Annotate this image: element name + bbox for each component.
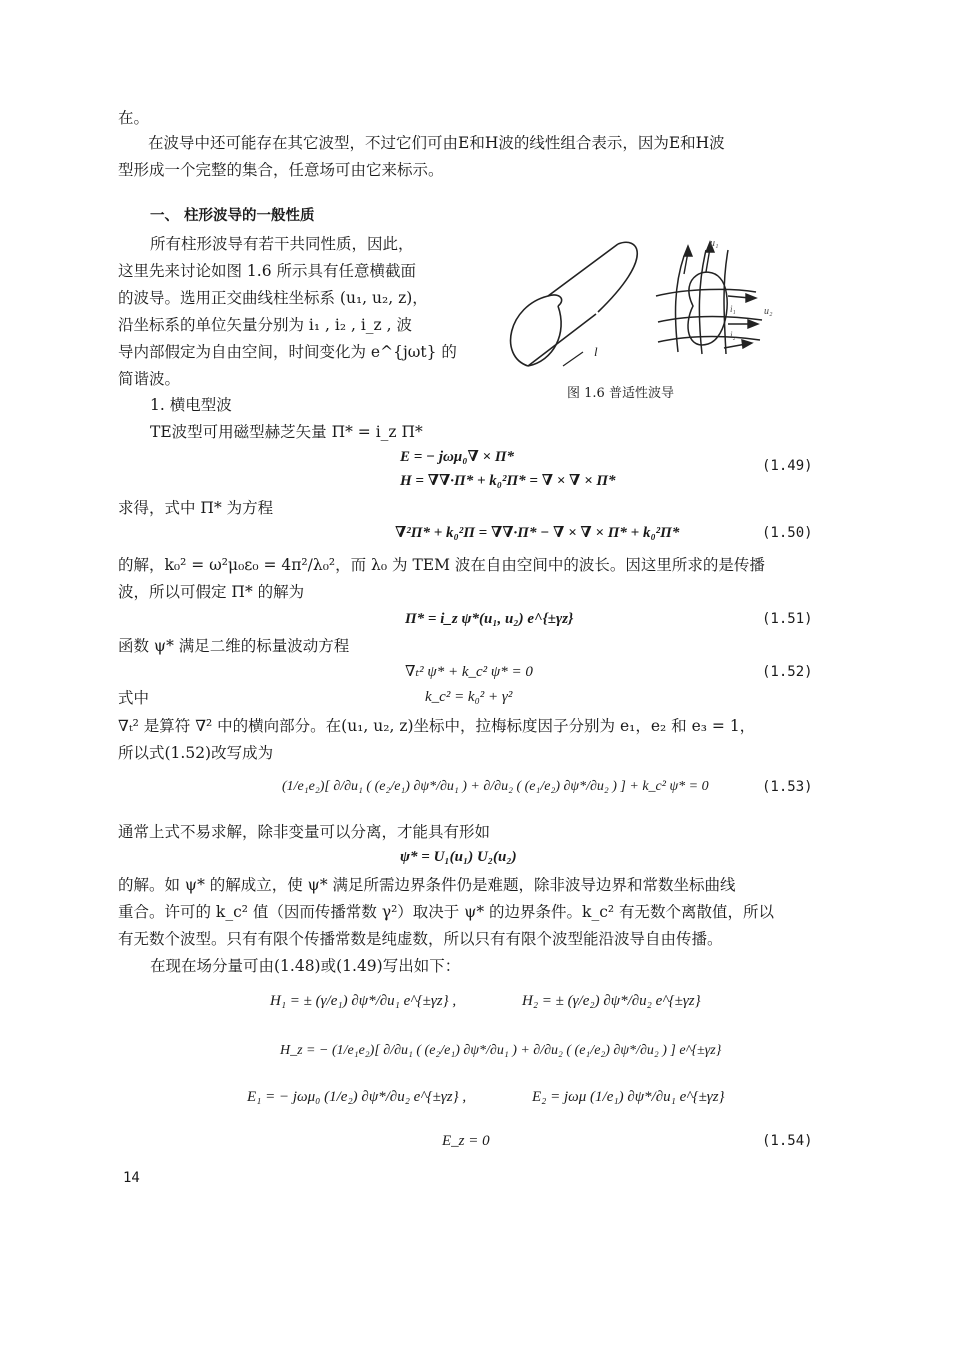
paragraph-2-line-5: 导内部假定为自由空间，时间变化为 e^{jωt} 的 bbox=[118, 343, 457, 361]
section-heading: 一、 柱形波导的一般性质 bbox=[150, 207, 315, 224]
paragraph-2-line-4: 沿坐标系的单位矢量分别为 i₁ , i₂ , i_z , 波 bbox=[118, 316, 412, 334]
figure-caption: 图 1.6 普适性波导 bbox=[567, 386, 674, 401]
paragraph-1-line-1: 在波导中还可能存在其它波型，不过它们可由E和H波的线性组合表示，因为E和H波 bbox=[148, 134, 725, 152]
text-after-1-53: 通常上式不易求解，除非变量可以分离，才能具有形如 bbox=[118, 823, 491, 841]
equation-number-1-50: (1.50) bbox=[762, 525, 813, 541]
figure-label-l: l bbox=[594, 344, 598, 359]
page-number: 14 bbox=[123, 1170, 140, 1186]
equation-ez: E_z = 0 bbox=[442, 1133, 490, 1149]
paragraph-3-line-1: 的解。如 ψ* 的解成立，使 ψ* 满足所需边界条件仍是难题，除非波导边界和常数坐标曲线 bbox=[118, 876, 736, 894]
subsection-heading: 1. 横电型波 bbox=[150, 396, 232, 414]
paragraph-3-line-3: 有无数个波型。只有有限个传播常数是纯虚数，所以只有有限个波型能沿波导自由传播。 bbox=[118, 930, 723, 948]
paragraph-2-line-2: 这里先来讨论如图 1.6 所示具有任意横截面 bbox=[118, 262, 417, 280]
paragraph-2-line-6: 简谐波。 bbox=[118, 370, 181, 388]
equation-1-52-where: k_c² = k₀² + γ² bbox=[425, 689, 513, 705]
figure-label-i1: i₁ bbox=[730, 304, 736, 314]
equation-number-1-53: (1.53) bbox=[762, 779, 813, 795]
equation-number-1-54: (1.54) bbox=[762, 1133, 813, 1149]
text-after-1-52-line-2: 所以式(1.52)改写成为 bbox=[118, 744, 274, 762]
equation-e1: E₁ = − jωμ₀ (1/e₂) ∂ψ*/∂u₂ e^{±γz} , bbox=[247, 1089, 467, 1105]
equation-h2: H₂ = ± (γ/e₂) ∂ψ*/∂u₂ e^{±γz} bbox=[522, 993, 701, 1009]
figure-label-u1: u₁ bbox=[710, 238, 719, 249]
equation-1-53: (1/e₁e₂)[ ∂/∂u₁ ( (e₂/e₁) ∂ψ*/∂u₁ ) + ∂/∂u₂ ( (e₁/e₂) ∂ψ*/∂u₂ ) ] + k_c² ψ* = 0 bbox=[282, 779, 709, 794]
te-intro-text: TE波型可用磁型赫芝矢量 Π* = i_z Π* bbox=[150, 423, 423, 441]
equation-1-49-a: E = − jωμ₀∇ × Π* bbox=[400, 449, 514, 465]
equation-number-1-52: (1.52) bbox=[762, 664, 813, 680]
paragraph-2-line-1: 所有柱形波导有若干共同性质，因此， bbox=[150, 235, 414, 253]
text-after-1-52-line-1: ∇ₜ² 是算符 ∇² 中的横向部分。在(u₁, u₂, z)坐标中，拉梅标度因子分别为 e₁，e₂ 和 e₃ = 1， bbox=[118, 717, 756, 735]
equation-1-52: ∇ₜ² ψ* + k_c² ψ* = 0 bbox=[405, 664, 533, 680]
cylinder-drawing bbox=[511, 242, 638, 366]
text-after-1-51: 函数 ψ* 满足二维的标量波动方程 bbox=[118, 637, 350, 655]
paragraph-2-line-3: 的波导。选用正交曲线柱坐标系 (u₁, u₂, z)， bbox=[118, 289, 428, 307]
paragraph-4: 在现在场分量可由(1.48)或(1.49)写出如下： bbox=[150, 957, 461, 975]
equation-1-49-b: H = ∇∇·Π* + k₀²Π* = ∇ × ∇ × Π* bbox=[400, 473, 616, 489]
figure-label-i2: i₂ bbox=[730, 330, 736, 340]
where-label: 式中 bbox=[118, 689, 150, 707]
paragraph-1-line-2: 型形成一个完整的集合，任意场可由它来标示。 bbox=[118, 161, 444, 179]
equation-hz: H_z = − (1/e₁e₂)[ ∂/∂u₁ ( (e₂/e₁) ∂ψ*/∂u₁ ) + ∂/∂u₂ ( (e₁/e₂) ∂ψ*/∂u₂ ) ] e^{±γz} bbox=[280, 1043, 722, 1058]
equation-h1: H₁ = ± (γ/e₁) ∂ψ*/∂u₁ e^{±γz} , bbox=[270, 993, 457, 1009]
equation-number-1-49: (1.49) bbox=[762, 458, 813, 474]
equation-number-1-51: (1.51) bbox=[762, 611, 813, 627]
text-line-top: 在。 bbox=[118, 109, 150, 127]
text-after-1-50-line-1: 的解，k₀² = ω²μ₀ε₀ = 4π²/λ₀²，而 λ₀ 为 TEM 波在自由空间中的波长。因这里所求的是传播 bbox=[118, 556, 765, 574]
figure-waveguide bbox=[488, 226, 828, 396]
text-after-1-50-line-2: 波，所以可假定 Π* 的解为 bbox=[118, 583, 305, 601]
figure-label-u2: u₂ bbox=[764, 306, 773, 317]
equation-1-51: Π* = i_z ψ*(u₁, u₂) e^{±γz} bbox=[405, 611, 574, 627]
equation-separation: ψ* = U₁(u₁) U₂(u₂) bbox=[400, 849, 517, 865]
text-after-1-49: 求得，式中 Π* 为方程 bbox=[118, 499, 274, 517]
paragraph-3-line-2: 重合。许可的 k_c² 值（因而传播常数 γ²）取决于 ψ* 的边界条件。k_c² 有无数个离散值，所以 bbox=[118, 903, 775, 921]
equation-e2: E₂ = jωμ (1/e₁) ∂ψ*/∂u₁ e^{±γz} bbox=[532, 1089, 725, 1105]
equation-1-50: ∇²Π* + k₀²Π = ∇∇·Π* − ∇ × ∇ × Π* + k₀²Π* bbox=[395, 525, 680, 541]
